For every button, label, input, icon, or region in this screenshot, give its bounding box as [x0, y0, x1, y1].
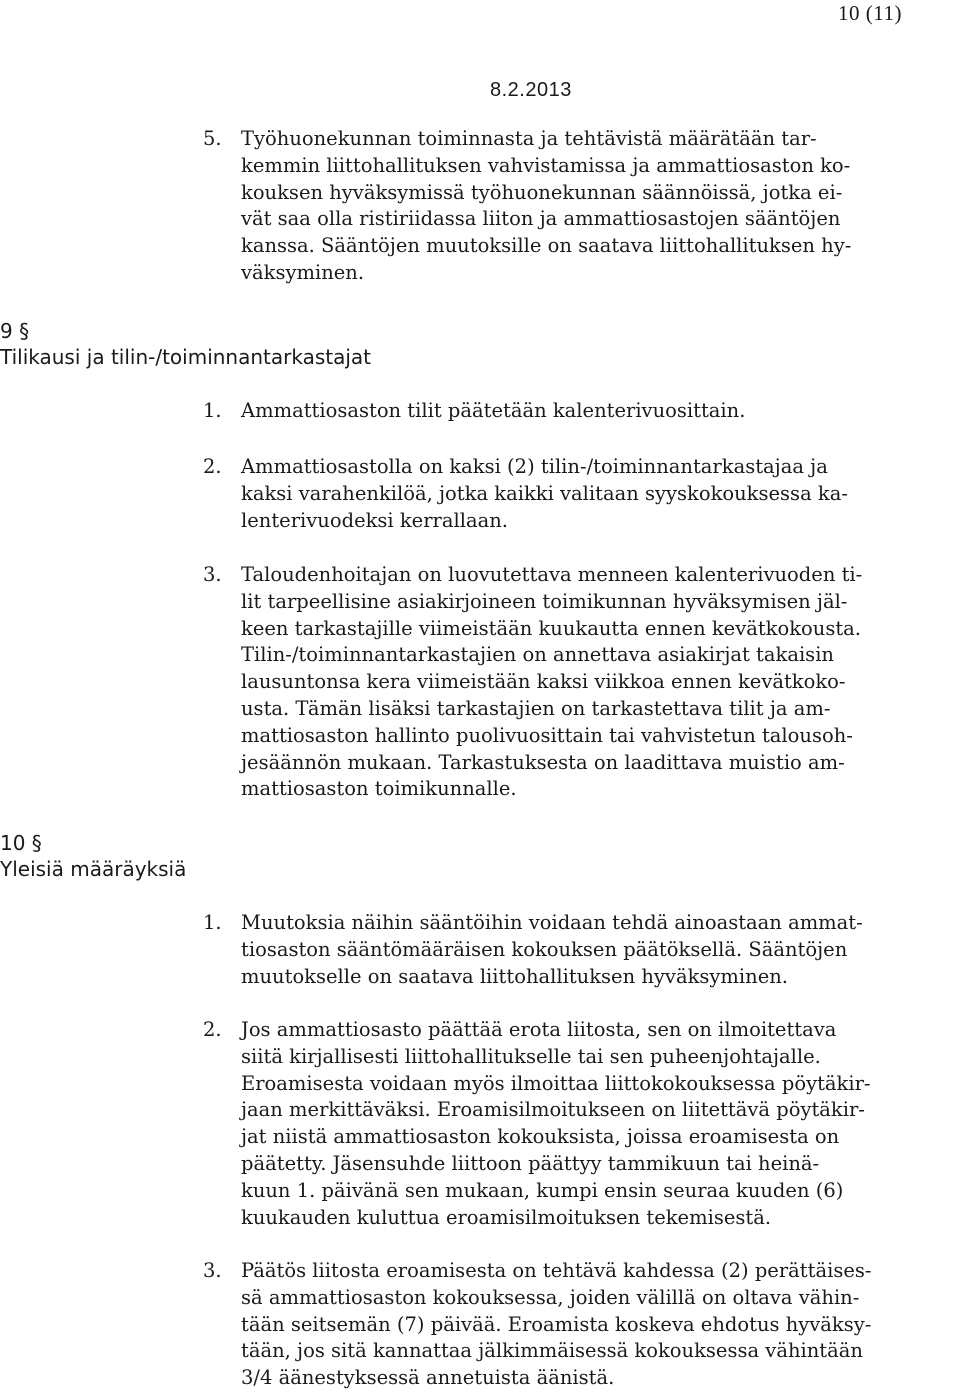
text-line: kuun 1. päivänä sen mukaan, kumpi ensin seuraa kuuden (6) [241, 1178, 844, 1202]
text-line: Työhuonekunnan toiminnasta ja tehtävistä määrätään tar- [241, 127, 817, 150]
text-line: kemmin liittohallituksen vahvistamissa ja ammattiosaston ko- [241, 153, 851, 177]
text-line: kanssa. Sääntöjen muutoksille on saatava liittohallituksen hy- [241, 234, 852, 258]
page-number: 10 (11) [838, 1, 902, 25]
text-line: keen tarkastajille viimeistään kuukautta ennen kevätkokousta. [241, 616, 862, 640]
section-10-item-2 [203, 1017, 871, 1231]
text-line: Ammattiosastolla on kaksi (2) tilin-/toiminnantarkastajaa ja [241, 455, 828, 478]
item-number: 2. [203, 1018, 222, 1041]
text-line: Taloudenhoitajan on luovutettava menneen kalenterivuoden ti- [241, 563, 863, 586]
section-number: 10 § [0, 831, 42, 855]
text-line: muutokselle on saatava liittohallituksen hyväksyminen. [241, 964, 788, 988]
text-line: siitä kirjallisesti liittohallitukselle tai sen puheenjohtajalle. [241, 1044, 821, 1068]
text-line: lit tarpeellisine asiakirjoineen toimikunnan hyväksymisen jäl- [241, 589, 848, 613]
text-line: 3/4 äänestyksessä annetuista äänistä. [241, 1366, 615, 1390]
text-line: mattiosaston hallinto puolivuosittain tai vahvistetun talousoh- [241, 723, 853, 747]
item-number: 1. [203, 399, 222, 422]
section-number: 9 § [0, 319, 30, 343]
text-line: päätetty. Jäsensuhde liittoon päättyy tammikuun tai heinä- [241, 1151, 820, 1175]
text-line: kouksen hyväksymissä työhuonekunnan säännöissä, jotka ei- [241, 180, 843, 204]
section-title: Tilikausi ja tilin-/toiminnantarkastajat [0, 345, 372, 369]
document-date: 8.2.2013 [490, 79, 572, 101]
text-line: jat niistä ammattiosaston kokouksista, joissa eroamisesta on [241, 1125, 840, 1149]
text-line: jaan merkittäväksi. Eroamisilmoitukseen on liitettävä pöytäkir- [241, 1098, 865, 1122]
text-line: Muutoksia näihin sääntöihin voidaan tehdä ainoastaan ammat- [241, 911, 863, 934]
text-line: väksyminen. [241, 260, 365, 284]
intro-item [203, 126, 851, 287]
text-line: kaksi varahenkilöä, jotka kaikki valitaan syyskokouksessa ka- [241, 481, 848, 505]
section-9-item-3 [203, 562, 862, 803]
text-line: lausuntonsa kera viimeistään kaksi viikkoa ennen kevätkoko- [241, 670, 846, 694]
text-line: jesäännön mukaan. Tarkastuksesta on laadittava muistio am- [241, 750, 845, 774]
text-line: vät saa olla ristiriidassa liiton ja ammattiosastojen sääntöjen [241, 207, 841, 231]
text-line: tään, jos sitä kannattaa jälkimmäisessä kokouksessa vähintään [241, 1339, 863, 1363]
text-line: Ammattiosaston tilit päätetään kalenterivuosittain. [241, 399, 746, 422]
text-line: Eroamisesta voidaan myös ilmoittaa liittokokouksessa pöytäkir- [241, 1071, 871, 1095]
item-number: 2. [203, 455, 222, 478]
text-line: lenterivuodeksi kerrallaan. [241, 508, 508, 532]
text-line: Jos ammattiosasto päättää erota liitosta, sen on ilmoitettava [241, 1018, 837, 1041]
section-10-item-1 [203, 910, 863, 990]
section-9-item-2 [203, 454, 848, 534]
text-line: tään seitsemän (7) päivää. Eroamista koskeva ehdotus hyväksy- [241, 1312, 872, 1336]
item-number: 1. [203, 911, 222, 934]
section-title: Yleisiä määräyksiä [0, 857, 187, 881]
item-number: 3. [203, 1259, 222, 1282]
text-line: kuukauden kuluttua eroamisilmoituksen tekemisestä. [241, 1205, 772, 1229]
text-line: tiosaston sääntömääräisen kokouksen päätöksellä. Sääntöjen [241, 937, 848, 961]
section-10-item-3 [203, 1258, 871, 1392]
text-line: usta. Tämän lisäksi tarkastajien on tarkastettava tilit ja am- [241, 696, 831, 720]
section-9-heading [0, 318, 371, 370]
text-line: sä ammattiosaston kokouksessa, joiden välillä on oltava vähin- [241, 1285, 860, 1309]
text-line: Tilin-/toiminnantarkastajien on annettava asiakirjat takaisin [241, 643, 834, 667]
text-line: Päätös liitosta eroamisesta on tehtävä kahdessa (2) perättäises- [241, 1259, 872, 1282]
section-10-heading [0, 830, 186, 882]
item-number: 3. [203, 563, 222, 586]
section-9-item-1 [203, 398, 745, 425]
item-number: 5. [203, 127, 222, 150]
text-line: mattiosaston toimikunnalle. [241, 777, 517, 801]
